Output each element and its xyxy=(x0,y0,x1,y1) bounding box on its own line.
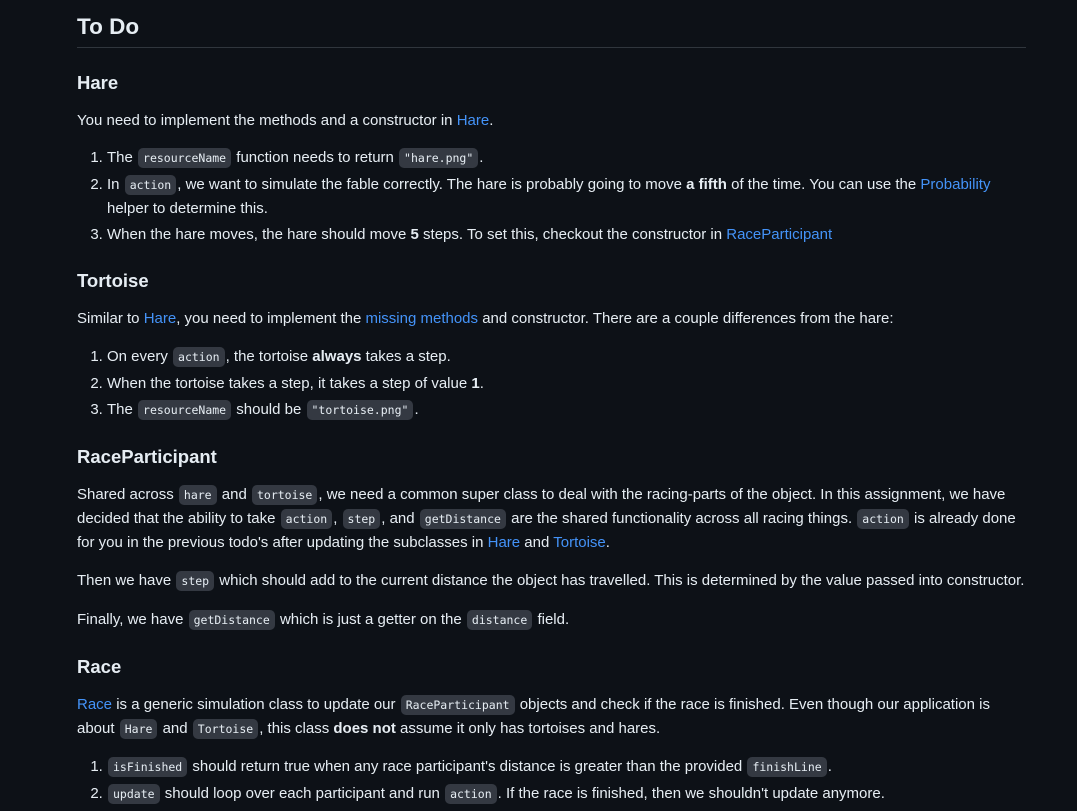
code-action: action xyxy=(857,509,909,529)
code-resourcename: resourceName xyxy=(138,148,231,168)
code-hare: hare xyxy=(179,485,217,505)
list-item: 3. The resourceName should be "tortoise.png" . xyxy=(107,398,1026,422)
race-link[interactable]: Race xyxy=(77,696,113,713)
list-item: 2. When the tortoise takes a step, it takes a step of value 1. xyxy=(107,372,1026,395)
hare-intro: You need to implement the methods and a constructor in Hare. xyxy=(77,112,494,129)
list-item: 2. In action , we want to simulate the fable correctly. The hare is probably going to move a fifth of the time. You can use the Probability helper to determine this. xyxy=(107,173,1026,220)
code-raceparticipant: RaceParticipant xyxy=(401,695,515,715)
race-intro: Race is a generic simulation class to update our RaceParticipant objects and check if the race is finished. Even though our application is about Hare and Tortoise , this class does not assume it only has tortoises and hares. xyxy=(77,696,990,737)
code-action: action xyxy=(173,347,225,367)
code-finishline: finishLine xyxy=(747,757,826,777)
tortoise-heading: Tortoise xyxy=(77,270,149,291)
tortoise-intro: Similar to Hare, you need to implement the missing methods and constructor. There are a couple differences from the hare: xyxy=(77,310,894,327)
code-hare-png: "hare.png" xyxy=(399,148,478,168)
tortoise-list xyxy=(77,345,1026,422)
hare-link[interactable]: Hare xyxy=(143,310,177,327)
code-tortoise: tortoise xyxy=(252,485,317,505)
code-isfinished: isFinished xyxy=(108,757,187,777)
code-resourcename: resourceName xyxy=(138,400,231,420)
code-getdistance: getDistance xyxy=(189,610,275,630)
race-heading: Race xyxy=(77,656,122,677)
list-item: 2. update should loop over each participant and run action . If the race is finished, then we shouldn't update anymore. xyxy=(107,782,1026,806)
code-action: action xyxy=(125,175,177,195)
raceparticipant-p2: Then we have step which should add to the current distance the object has travelled. This is determined by the value passed into constructor. xyxy=(77,572,1025,589)
code-tortoise: Tortoise xyxy=(193,719,258,739)
race-list xyxy=(77,755,1026,806)
list-item: 1. The resourceName function needs to return "hare.png" . xyxy=(107,146,1026,170)
raceparticipant-heading: RaceParticipant xyxy=(77,446,217,467)
raceparticipant-p1: Shared across hare and tortoise , we need a common super class to deal with the racing-parts of the object. In this assignment, we have decided that the ability to take action , step , and getDistance are the shared functionality across all racing things. action is already done for you in the previous todo's after updating the subclasses in Hare and Tortoise. xyxy=(77,486,1016,551)
hare-link[interactable]: Hare xyxy=(487,534,521,551)
code-step: step xyxy=(176,571,214,591)
code-hare: Hare xyxy=(120,719,158,739)
code-distance: distance xyxy=(467,610,532,630)
raceparticipant-link[interactable]: RaceParticipant xyxy=(726,226,833,243)
hare-list xyxy=(77,146,1026,246)
hare-heading: Hare xyxy=(77,72,119,93)
raceparticipant-p3: Finally, we have getDistance which is just a getter on the distance field. xyxy=(77,611,570,628)
code-getdistance: getDistance xyxy=(420,509,506,529)
code-step: step xyxy=(343,509,381,529)
list-item: 1. isFinished should return true when any race participant's distance is greater than the provided finishLine . xyxy=(107,755,1026,779)
hare-link[interactable]: Hare xyxy=(456,112,490,129)
list-item: 3. When the hare moves, the hare should move 5 steps. To set this, checkout the constructor in RaceParticipant xyxy=(107,223,1026,246)
probability-link[interactable]: Probability xyxy=(920,176,991,193)
code-update: update xyxy=(108,784,160,804)
todo-heading: To Do xyxy=(77,0,1026,48)
tortoise-link[interactable]: Tortoise xyxy=(553,534,606,551)
markdown-body xyxy=(77,0,1026,806)
list-item: 1. On every action , the tortoise always takes a step. xyxy=(107,345,1026,369)
code-action: action xyxy=(445,784,497,804)
code-action: action xyxy=(281,509,333,529)
missing-methods-link[interactable]: missing methods xyxy=(365,310,479,327)
code-tortoise-png: "tortoise.png" xyxy=(307,400,414,420)
